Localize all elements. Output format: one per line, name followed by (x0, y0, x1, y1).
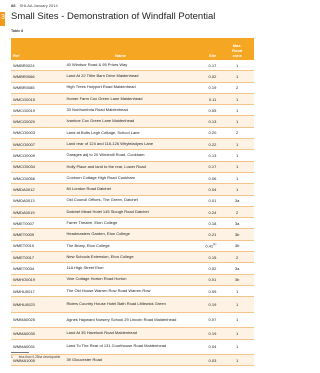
cell-name: 84 London Road Datchet (58, 184, 182, 195)
table-row (11, 252, 254, 263)
cell-site: 0.03 (183, 355, 221, 366)
cell-zone: 1 (220, 150, 254, 161)
cell-name: 33 Northumbria Road Maidenhead (58, 105, 182, 116)
sites-table (11, 38, 254, 366)
cell-ref: WMBR0085 (11, 82, 58, 93)
cell-ref: WMMA0030 (11, 328, 58, 339)
cell-site: 0.04 (183, 339, 221, 355)
cell-ref: WMBR0024 (11, 60, 58, 71)
cell-site: 0.19 (183, 328, 221, 339)
cell-ref: WMET0034 (11, 263, 58, 274)
table-row (11, 195, 254, 206)
cell-zone: 3a (220, 218, 254, 229)
cell-name: Land At 35 Havelock Road Maidenhead (58, 328, 182, 339)
page-header (11, 3, 58, 8)
section-tab (0, 12, 5, 26)
cell-ref: WMBR0066 (11, 71, 58, 82)
cell-site: 0.17 (183, 60, 221, 71)
table-row (11, 229, 254, 240)
cell-site: 0.13 (183, 116, 221, 127)
table-row (11, 161, 254, 172)
cell-zone: 3b (220, 274, 254, 285)
table-header-row (11, 38, 254, 60)
cell-site: 0.09 (183, 285, 221, 296)
footnote-text: less than 0.25ha developable (18, 355, 61, 359)
cell-ref: WMCG0020 (11, 116, 58, 127)
cell-site: 0.41$^{(1)}$ (183, 240, 221, 251)
table-row (11, 274, 254, 285)
cell-ref: WMCO0003 (11, 127, 58, 138)
cell-ref: WMHU0017 (11, 285, 58, 296)
cell-site: 0.11 (183, 93, 221, 104)
table-row (11, 328, 254, 339)
cell-name: Farrer Theatre, Eton College (58, 218, 182, 229)
table-row (11, 105, 254, 116)
table-row (11, 127, 254, 138)
cell-name: The Old House Warren Row Road Warren Row (58, 285, 182, 296)
table-row (11, 339, 254, 355)
cell-ref: WMCO0007 (11, 139, 58, 150)
cell-site: 0.15 (183, 252, 221, 263)
table-row (11, 184, 254, 195)
cell-ref: WMCG0019 (11, 105, 58, 116)
cell-name: Holly Place and land to the rear, Lower Road (58, 161, 182, 172)
publication-title: SHLAA January 2014 (19, 3, 58, 8)
table-row (11, 297, 254, 313)
cell-zone: 1 (220, 71, 254, 82)
page-title: Small Sites - Demonstration of Windfall Potential (11, 11, 216, 22)
cell-site: 0.01 (183, 195, 221, 206)
table-row (11, 82, 254, 93)
cell-zone: 1 (220, 312, 254, 328)
cell-name: Vine Cottage Horton Road Horton (58, 274, 182, 285)
cell-name: 11A High Street Eton (58, 263, 182, 274)
footnote (11, 355, 60, 359)
cell-ref: WMCO0034 (11, 161, 58, 172)
cell-zone: 1 (220, 116, 254, 127)
table-label: Table 8 (11, 29, 24, 33)
cell-name: Garages adj to 20 Windmill Road, Cookham (58, 150, 182, 161)
cell-zone: 1 (220, 105, 254, 116)
table-row (11, 285, 254, 296)
cell-site: 0.19 (183, 82, 221, 93)
table-row (11, 240, 254, 251)
cell-site: 0.01 (183, 274, 221, 285)
table-row (11, 263, 254, 274)
cell-name: Headmasters Garden, Eton College (58, 229, 182, 240)
col-zone: Max. Road zone (220, 38, 254, 60)
cell-site: 0.20 (183, 127, 221, 138)
cell-name: High Trees Holyport Road Maidenhead (58, 82, 182, 93)
cell-name: Old Council Offices, The Green, Datchet (58, 195, 182, 206)
cell-site: 0.02 (183, 263, 221, 274)
cell-zone: 1 (220, 355, 254, 366)
table-row (11, 93, 254, 104)
cell-site: 0.21 (183, 229, 221, 240)
cell-zone: 2 (220, 206, 254, 217)
page-number: 88 (11, 3, 16, 8)
table-row (11, 71, 254, 82)
cell-name: Land at Butts Legh Cottage, School Lane (58, 127, 182, 138)
cell-ref: WMDA0012 (11, 184, 58, 195)
col-ref: Ref (11, 38, 58, 60)
cell-name: Riders Country House Hotel Bath Road Littlewick Green (58, 297, 182, 313)
cell-site: 0.24 (183, 206, 221, 217)
cell-zone: 1 (220, 60, 254, 71)
cell-zone: 1 (220, 297, 254, 313)
cell-zone: 3b (220, 229, 254, 240)
cell-name: 39 Gloucester Road (58, 355, 182, 366)
cell-site: 0.07 (183, 312, 221, 328)
table-row (11, 172, 254, 183)
cell-ref: WMET0007 (11, 218, 58, 229)
cell-zone: 3b (220, 240, 254, 251)
cell-name: Land rear of 124 and 116-126 Whyteladyes Lane (58, 139, 182, 150)
cell-ref: WMMA0031 (11, 339, 58, 355)
col-name: Name (58, 38, 182, 60)
cell-ref: WMET0010 (11, 240, 58, 251)
cell-site: 0.22 (183, 139, 221, 150)
table-row (11, 218, 254, 229)
cell-name: The Briary, Eton College (58, 240, 182, 251)
cell-name: Land At 22 Tithe Barn Drive Maidenhead (58, 71, 182, 82)
cell-ref: WMET0009 (11, 229, 58, 240)
cell-site: 0.17 (183, 161, 221, 172)
cell-name: Datchet Mead Hotel 145 Slough Road Datchet (58, 206, 182, 217)
cell-ref: WMDA0019 (11, 206, 58, 217)
table-row (11, 312, 254, 328)
table-row (11, 116, 254, 127)
footnote-ref: (1) (213, 243, 217, 247)
table-row (11, 60, 254, 71)
footnote-marker: 1 (11, 355, 13, 359)
cell-zone: 3a (220, 263, 254, 274)
cell-zone: 2 (220, 127, 254, 138)
cell-ref: WMET0017 (11, 252, 58, 263)
cell-ref: WMCO0056 (11, 172, 58, 183)
cell-zone: 1 (220, 328, 254, 339)
cell-zone: 1 (220, 285, 254, 296)
cell-site: 0.02 (183, 71, 221, 82)
cell-name: 40 Windsor Road & 95 Priors Way (58, 60, 182, 71)
cell-name: New Schools Extension, Eton College (58, 252, 182, 263)
cell-ref: WMMA1005 (11, 355, 58, 366)
cell-name: Coxborn Cottage High Road Cookham (58, 172, 182, 183)
table-row (11, 139, 254, 150)
cell-name: Homer Farm Cox Green Lane Maidenhead (58, 93, 182, 104)
cell-site: 0.18 (183, 218, 221, 229)
table-row (11, 150, 254, 161)
cell-site: 0.19 (183, 297, 221, 313)
table-body (11, 60, 254, 366)
cell-zone: 2 (220, 82, 254, 93)
cell-zone: 1 (220, 184, 254, 195)
cell-ref: WMMA0025 (11, 312, 58, 328)
section-tab-label: 3 (1, 14, 5, 21)
cell-ref: WMCG0015 (11, 93, 58, 104)
cell-zone: 2 (220, 252, 254, 263)
col-site: Site (183, 38, 221, 60)
cell-zone: 1 (220, 93, 254, 104)
cell-site: 0.04 (183, 184, 221, 195)
cell-name: Ivanhoe Cox Green Lane Maidenhead (58, 116, 182, 127)
cell-site: 0.13 (183, 150, 221, 161)
cell-zone: 1 (220, 139, 254, 150)
cell-site: 0.05 (183, 105, 221, 116)
cell-ref: WMCO0009 (11, 150, 58, 161)
cell-zone: 1 (220, 339, 254, 355)
cell-ref: WMDA0013 (11, 195, 58, 206)
cell-ref: WMHO0019 (11, 274, 58, 285)
cell-site: 0.06 (183, 172, 221, 183)
table-row (11, 206, 254, 217)
cell-zone: 1 (220, 172, 254, 183)
cell-zone: 3a (220, 195, 254, 206)
cell-name: Agnes Hayward Nursery School 29 Lincoln Road Maidenhead (58, 312, 182, 328)
cell-name: Land To The Rear of 131 Courthouse Road Maidenhead (58, 339, 182, 355)
cell-zone: 1 (220, 161, 254, 172)
cell-ref: WMHU0023 (11, 297, 58, 313)
footnote-rule (11, 352, 29, 353)
